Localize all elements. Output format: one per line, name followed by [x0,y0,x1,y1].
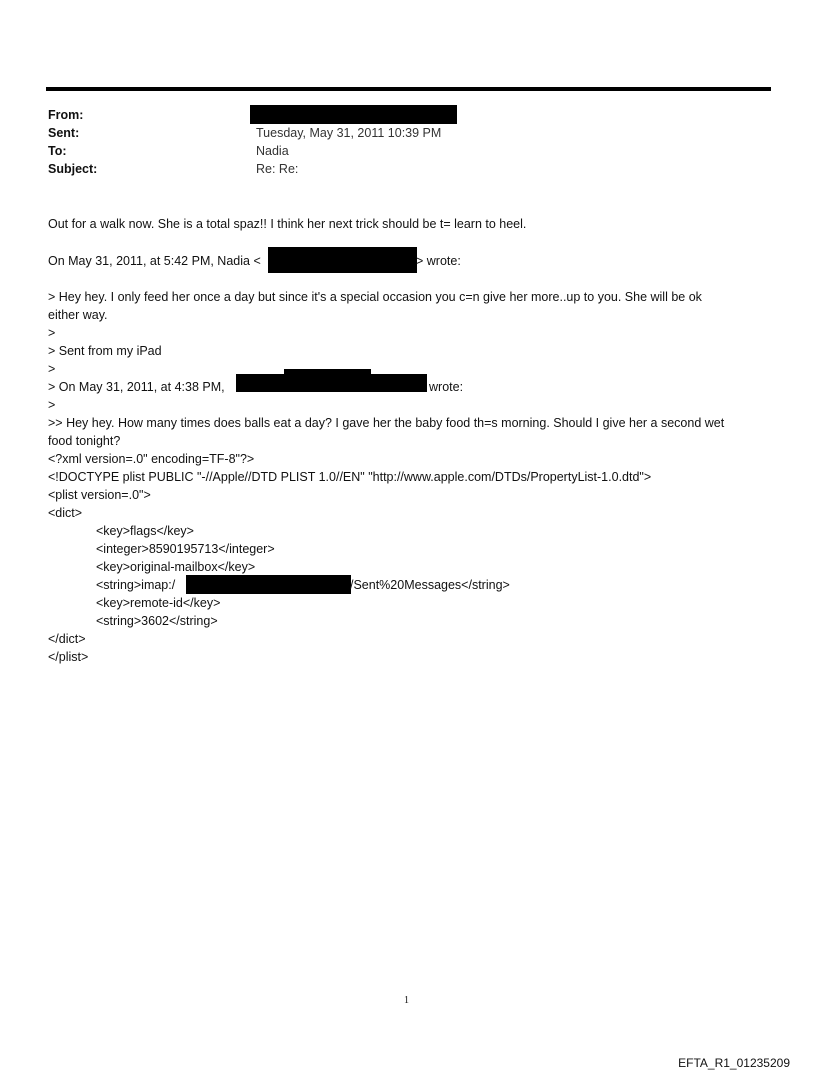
xml-line-suffix: /Sent%20Messages</string> [350,578,510,592]
quoted-line-suffix: wrote: [429,380,464,394]
quoted-line: > Sent from my iPad [48,344,162,358]
quoted-line-prefix: > On May 31, 2011, at 4:38 PM, [48,380,225,394]
to-value: Nadia [256,144,289,158]
xml-line: <?xml version=.0" encoding=TF-8"?> [48,452,255,466]
xml-line: <key>flags</key> [96,524,194,538]
sent-value: Tuesday, May 31, 2011 10:39 PM [256,126,442,140]
body-line: Out for a walk now. She is a total spaz!! I think her next trick should be t= learn to heel. [48,217,527,231]
xml-line: <key>original-mailbox</key> [96,560,256,574]
quoted-line: > [48,362,56,376]
redaction-email-2 [236,374,427,392]
quoted-line: food tonight? [48,434,121,448]
xml-line: </plist> [48,650,89,664]
quoted-line: > [48,398,56,412]
to-label: To: [48,144,67,158]
sent-label: Sent: [48,126,80,140]
xml-line: <string>3602</string> [96,614,218,628]
xml-line: </dict> [48,632,86,646]
quoted-line: either way. [48,308,108,322]
bates-number: EFTA_R1_01235209 [678,1056,790,1070]
redaction-email-1 [268,247,417,273]
xml-line: <plist version=.0"> [48,488,151,502]
subject-value: Re: Re: [256,162,299,176]
quote-intro-suffix: > wrote: [416,254,461,268]
xml-line: <integer>8590195713</integer> [96,542,275,556]
xml-line: <dict> [48,506,83,520]
quoted-line: > Hey hey. I only feed her once a day but since it's a special occasion you c=n give her more..up to you. She will be ok [48,290,702,304]
from-label: From: [48,108,84,122]
quoted-line: >> Hey hey. How many times does balls eat a day? I gave her the baby food th=s morning. Should I give her a second wet [48,416,725,430]
quote-intro [48,252,261,270]
xml-line: <key>remote-id</key> [96,596,221,610]
page-number: 1 [404,995,409,1006]
redaction-from [250,105,457,124]
xml-line: <!DOCTYPE plist PUBLIC "-//Apple//DTD PLIST 1.0//EN" "http://www.apple.com/DTDs/PropertyList-1.0.dtd"> [48,470,652,484]
quote-intro-prefix: On May 31, 2011, at 5:42 PM, Nadia < [48,254,261,268]
xml-line-prefix: <string>imap:/ [96,578,176,592]
quoted-line: > [48,326,56,340]
redaction-imap [186,575,351,594]
header-rule [46,87,771,91]
subject-label: Subject: [48,162,98,176]
